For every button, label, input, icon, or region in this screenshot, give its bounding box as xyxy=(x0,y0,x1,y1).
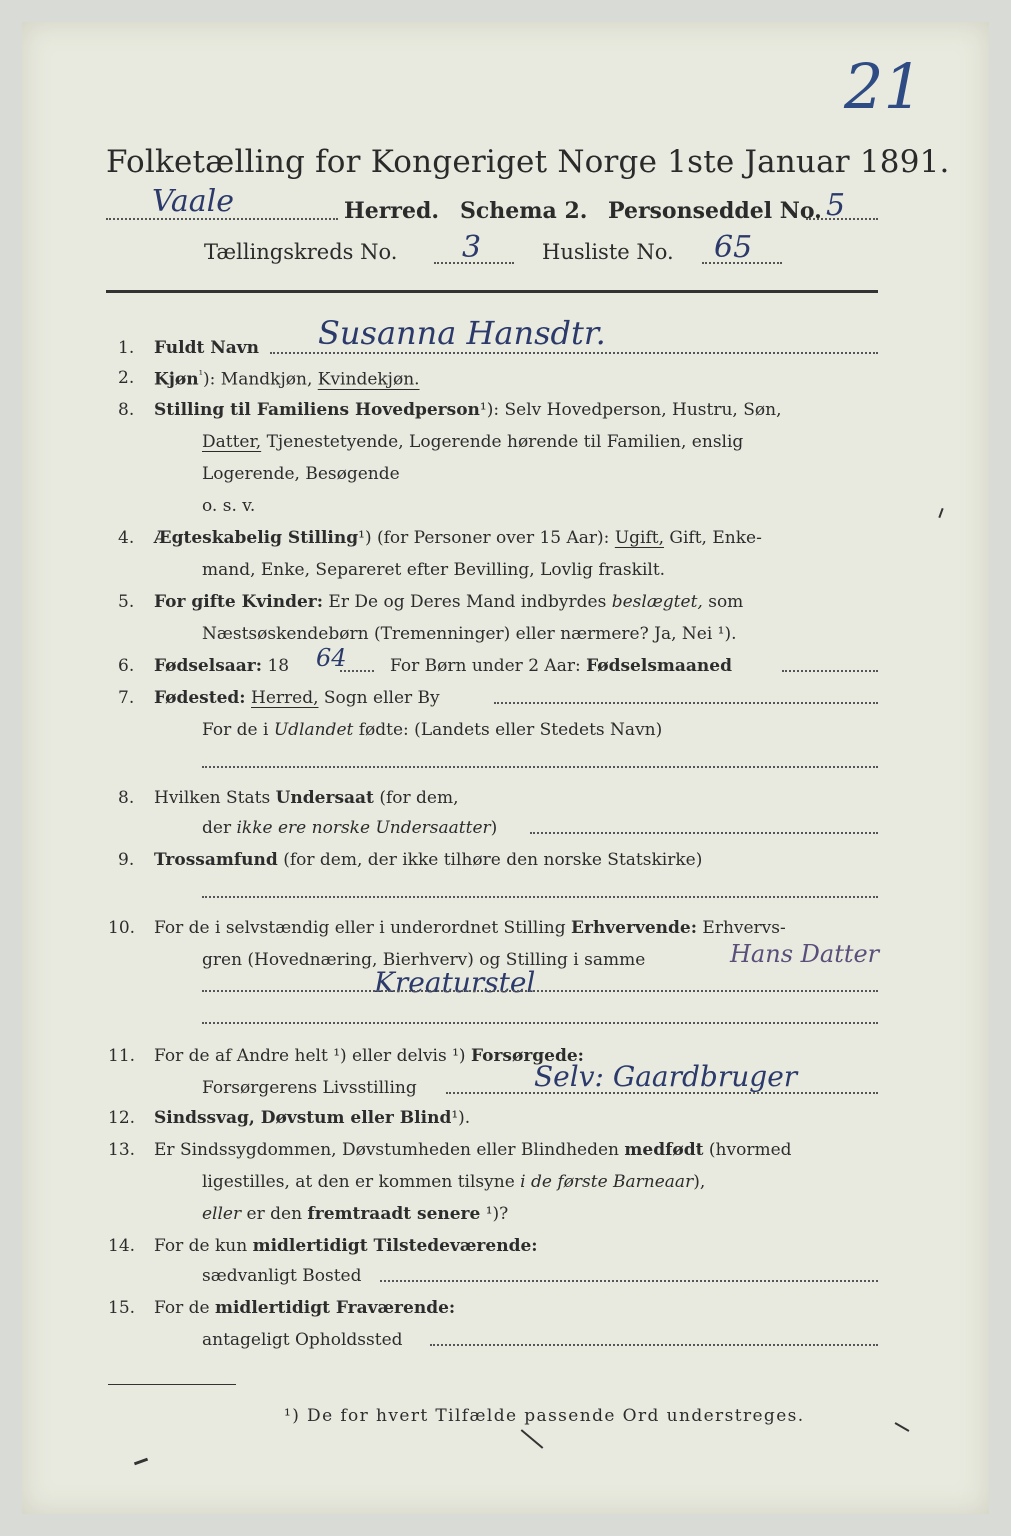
field-1-number: 1. xyxy=(118,338,135,358)
ink-mark xyxy=(895,1422,910,1432)
page-number: 21 xyxy=(844,50,923,123)
field-15-number: 15. xyxy=(108,1298,136,1318)
field-3-line2: Datter, Tjenestetyende, Logerende hørende til Familien, enslig xyxy=(202,432,744,452)
field-3-selected: Datter, xyxy=(202,432,262,452)
field-2-selected: Kvindekjøn. xyxy=(317,369,420,390)
field-1-value: Susanna Hansdtr. xyxy=(318,314,606,352)
personseddel-value: 5 xyxy=(826,188,846,223)
field-6-rest: For Børn under 2 Aar: Fødselsmaaned xyxy=(390,656,732,676)
herred-label: Herred. xyxy=(344,198,440,224)
field-11-line2: Forsørgerens Livsstilling xyxy=(202,1078,417,1098)
field-4-line2: mand, Enke, Separeret efter Bevilling, Lovlig fraskilt. xyxy=(202,560,666,580)
field-10-dotline-2 xyxy=(202,1022,878,1024)
field-5-line2: Næstsøskendebørn (Tremenninger) eller nærmere? Ja, Nei ¹). xyxy=(202,624,737,644)
field-5-number: 5. xyxy=(118,592,135,612)
field-6-value: 64 xyxy=(316,644,347,672)
header-rule xyxy=(106,290,878,293)
field-2-text: Kjøn$^{^1}$): Mandkjøn, Kvindekjøn. xyxy=(154,368,420,390)
kreds-label: Tællingskreds No. xyxy=(204,240,398,264)
field-7-number: 7. xyxy=(118,688,135,708)
field-14-dotline xyxy=(380,1280,878,1282)
field-9-line1: Trossamfund (for dem, der ikke tilhøre den norske Statskirke) xyxy=(154,850,703,870)
field-6-label: Fødselsaar: 18 xyxy=(154,656,290,676)
field-12-line1: Sindssvag, Døvstum eller Blind¹). xyxy=(154,1108,471,1128)
field-6-dotline-b xyxy=(782,670,878,672)
field-3-line1: Stilling til Familiens Hovedperson¹): Selv Hovedperson, Hustru, Søn, xyxy=(154,400,782,420)
personseddel-label: Personseddel No. xyxy=(608,198,822,224)
field-8-line2: der ikke ere norske Undersaatter) xyxy=(202,818,498,838)
field-14-line2: sædvanligt Bosted xyxy=(202,1266,362,1286)
field-8-line1: Hvilken Stats Undersaat (for dem, xyxy=(154,788,459,808)
field-9-number: 9. xyxy=(118,850,135,870)
husliste-label: Husliste No. xyxy=(542,240,674,264)
field-6-dotline-a xyxy=(340,670,374,672)
field-10-value-2: Kreaturstel xyxy=(374,966,536,999)
field-3-number: 8. xyxy=(118,400,135,420)
husliste-value: 65 xyxy=(714,230,753,265)
field-11-value: Selv: Gaardbruger xyxy=(534,1060,798,1093)
field-11-number: 11. xyxy=(108,1046,136,1066)
footnote-rule xyxy=(108,1384,236,1385)
field-6-number: 6. xyxy=(118,656,135,676)
field-1-label: Fuldt Navn xyxy=(154,338,260,358)
field-13-line3: eller er den fremtraadt senere ¹)? xyxy=(202,1204,509,1224)
field-12-number: 12. xyxy=(108,1108,136,1128)
field-7-line2: For de i Udlandet fødte: (Landets eller Stedets Navn) xyxy=(202,720,663,740)
census-form-page xyxy=(22,22,989,1514)
herred-value: Vaale xyxy=(152,184,235,219)
footnote: ¹) De for hvert Tilfælde passende Ord understreges. xyxy=(284,1406,805,1426)
field-9-dotline xyxy=(202,896,878,898)
ink-mark xyxy=(521,1429,544,1449)
field-4-line1: Ægteskabelig Stilling¹) (for Personer over 15 Aar): Ugift, Gift, Enke- xyxy=(154,528,762,548)
field-7-dotline xyxy=(494,702,878,704)
field-4-number: 4. xyxy=(118,528,135,548)
field-15-line1: For de midlertidigt Fraværende: xyxy=(154,1298,456,1318)
field-8-dotline xyxy=(530,832,878,834)
field-10-number: 10. xyxy=(108,918,136,938)
field-3-line4: o. s. v. xyxy=(202,496,256,516)
field-2-number: 2. xyxy=(118,368,135,388)
field-13-number: 13. xyxy=(108,1140,136,1160)
field-10-dotline-1 xyxy=(202,990,878,992)
field-15-dotline xyxy=(430,1344,878,1346)
field-4-selected: Ugift, xyxy=(614,528,664,548)
schema-label: Schema 2. xyxy=(460,198,588,224)
field-14-line1: For de kun midlertidigt Tilstedeværende: xyxy=(154,1236,538,1256)
ink-mark xyxy=(134,1458,148,1466)
field-11-line1: For de af Andre helt ¹) eller delvis ¹) Forsørgede: xyxy=(154,1046,584,1066)
field-10-line2: gren (Hovednæring, Bierhverv) og Stilling i samme xyxy=(202,950,646,970)
field-10-value-1: Hans Datter xyxy=(730,940,880,968)
field-15-line2: antageligt Opholdssted xyxy=(202,1330,403,1350)
form-title: Folketælling for Kongeriget Norge 1ste Januar 1891. xyxy=(106,144,950,180)
kreds-value: 3 xyxy=(462,230,482,265)
field-13-line1: Er Sindssygdommen, Døvstumheden eller Blindheden medfødt (hvormed xyxy=(154,1140,792,1160)
field-8-number: 8. xyxy=(118,788,135,808)
field-7-line1: Fødested: Herred, Sogn eller By xyxy=(154,688,440,708)
field-5-line1: For gifte Kvinder: Er De og Deres Mand indbyrdes beslægtet, som xyxy=(154,592,744,612)
field-1-dotline xyxy=(270,352,878,354)
ink-mark xyxy=(938,508,943,518)
field-10-line1: For de i selvstændig eller i underordnet Stilling Erhvervende: Erhvervs- xyxy=(154,918,786,938)
field-14-number: 14. xyxy=(108,1236,136,1256)
field-13-line2: ligestilles, at den er kommen tilsyne i de første Barneaar), xyxy=(202,1172,706,1192)
field-7-selected: Herred, xyxy=(251,688,319,708)
field-3-line3: Logerende, Besøgende xyxy=(202,464,400,484)
field-7-dotline-2 xyxy=(202,766,878,768)
